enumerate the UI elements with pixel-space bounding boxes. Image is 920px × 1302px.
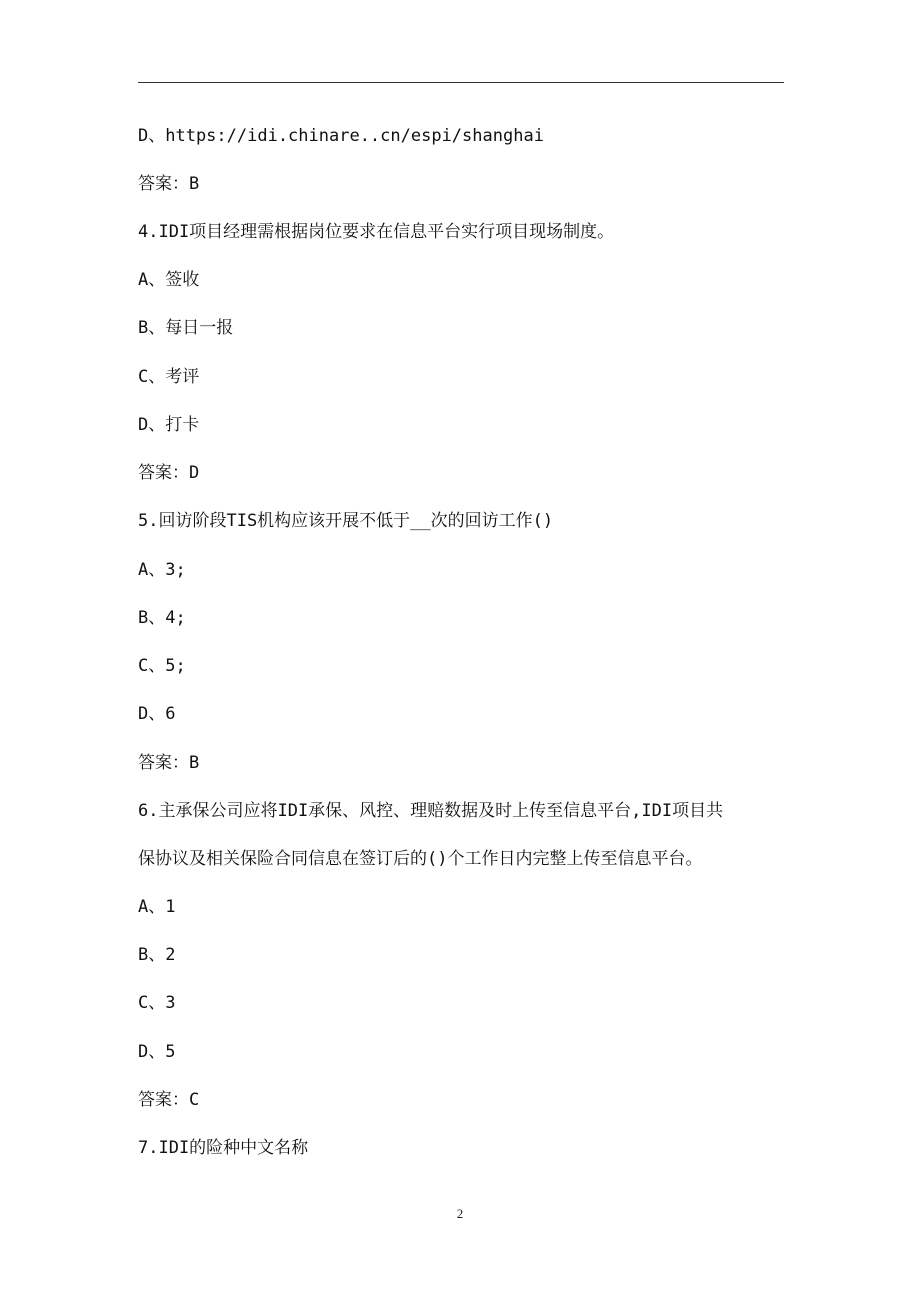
answer-q5: 答案：B [138, 753, 200, 773]
option-b-q6: B、2 [138, 945, 176, 965]
option-a-q6: A、1 [138, 897, 176, 917]
option-c-q5: C、5; [138, 656, 186, 676]
answer-q6: 答案：C [138, 1090, 200, 1110]
option-b-q5: B、4; [138, 608, 186, 628]
option-d-q5: D、6 [138, 704, 176, 724]
header-rule [138, 82, 784, 83]
question-4: 4.IDI项目经理需根据岗位要求在信息平台实行项目现场制度。 [138, 222, 615, 242]
option-c-q4: C、考评 [138, 367, 200, 387]
answer-q3: 答案：B [138, 174, 200, 194]
option-d-q3: D、https://idi.chinare..cn/espi/shanghai [138, 126, 544, 146]
question-5: 5.回访阶段TIS机构应该开展不低于__次的回访工作() [138, 511, 554, 531]
option-a-q5: A、3; [138, 560, 186, 580]
option-c-q6: C、3 [138, 993, 176, 1013]
option-d-q6: D、5 [138, 1042, 176, 1062]
question-7: 7.IDI的险种中文名称 [138, 1138, 309, 1158]
option-d-q4: D、打卡 [138, 415, 200, 435]
question-6-line-1: 6.主承保公司应将IDI承保、风控、理赔数据及时上传至信息平台,IDI项目共 [138, 801, 724, 821]
question-6-line-2: 保协议及相关保险合同信息在签订后的()个工作日内完整上传至信息平台。 [138, 849, 703, 869]
option-b-q4: B、每日一报 [138, 318, 234, 338]
page-number: 2 [456, 1206, 464, 1221]
answer-q4: 答案：D [138, 463, 200, 483]
option-a-q4: A、签收 [138, 270, 200, 290]
